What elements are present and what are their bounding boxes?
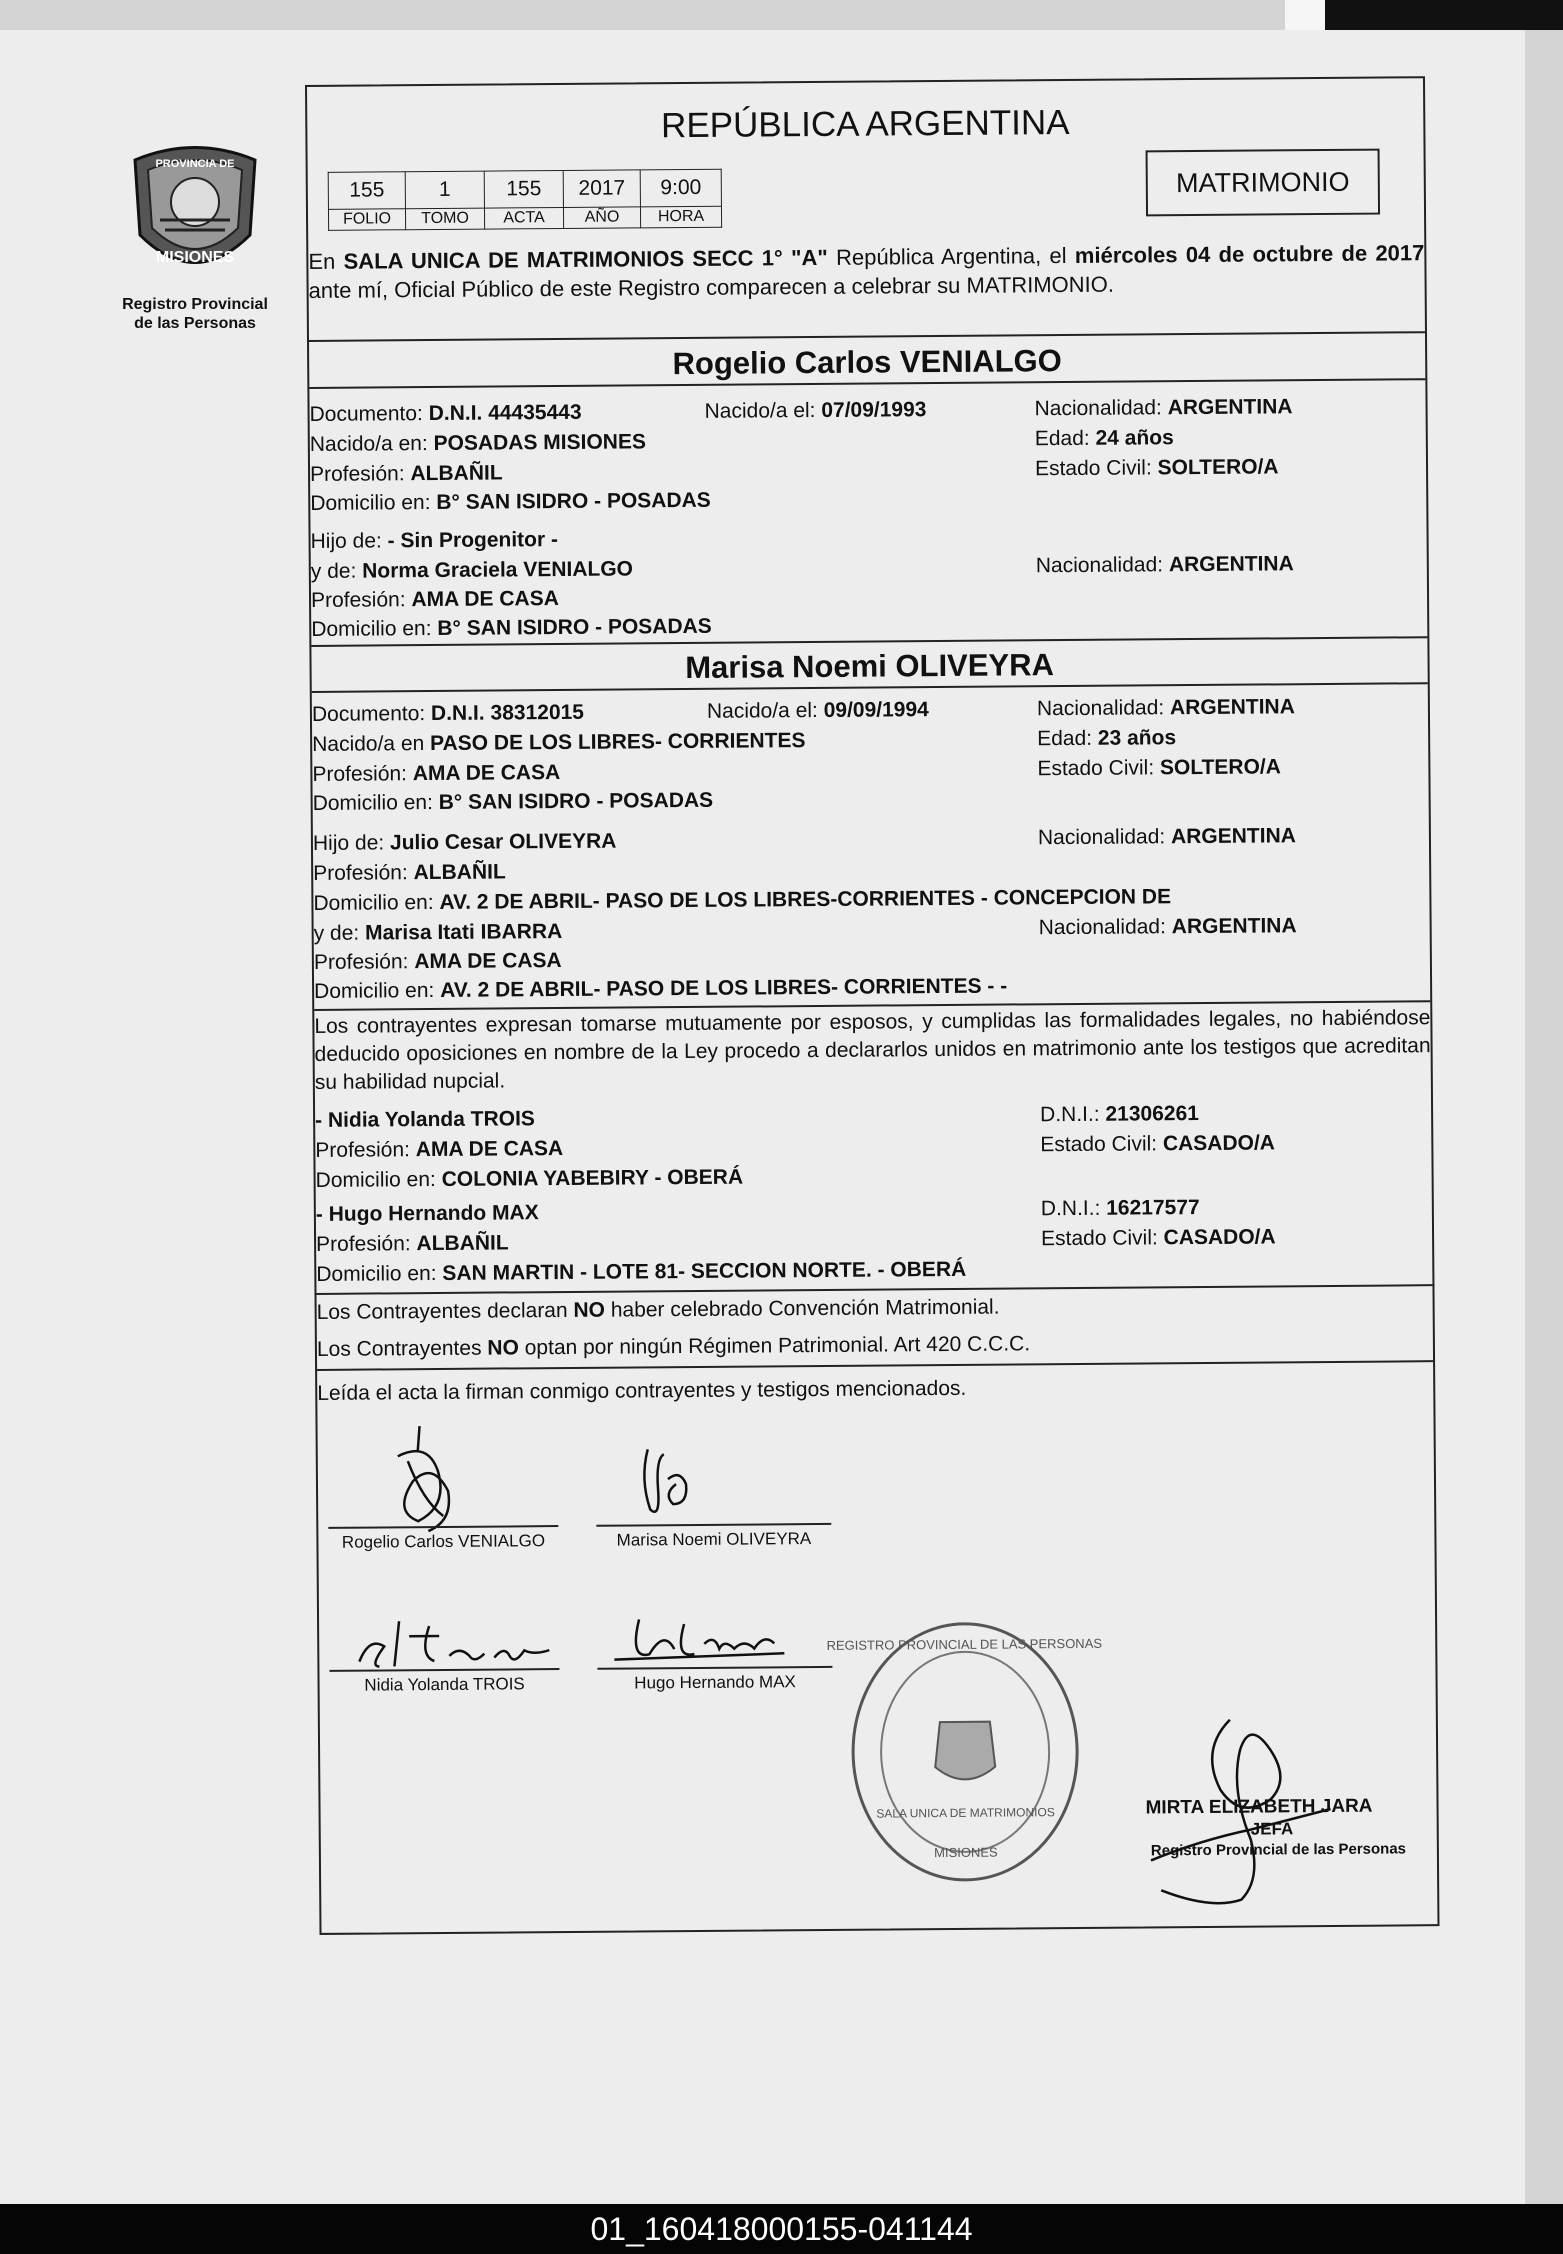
bride-mother-nationality: Nacionalidad: ARGENTINA [1038,914,1297,940]
witness1-address: Domicilio en: COLONIA YABEBIRY - OBERÁ [315,1165,744,1192]
tomo-label: TOMO [405,208,484,230]
bride-nationality: Nacionalidad: ARGENTINA [1036,695,1295,721]
witness2-address: Domicilio en: SAN MARTIN - LOTE 81- SECCION NORTE. - OBERÁ [316,1257,967,1286]
signing-note: Leída el acta la firman conmigo contrayentes y testigos mencionados. [317,1376,967,1405]
groom-mother: y de: Norma Graciela VENIALGO [310,557,634,583]
year-value: 2017 [563,170,640,208]
groom-signature [357,1421,488,1537]
divider [317,1360,1433,1371]
groom-born-in: Nacido/a en: POSADAS MISIONES [309,430,647,456]
intro-date: miércoles 04 de octubre de 2017 [1074,240,1425,268]
witness1-signature [339,1605,570,1677]
bride-mother: y de: Marisa Itati IBARRA [313,920,563,945]
officer-name: MIRTA ELIZABETH JARA [1145,1795,1373,1819]
bride-mother-profession: Profesión: AMA DE CASA [313,949,562,974]
groom-father: Hijo de: - Sin Progenitor - [310,528,559,553]
official-stamp [826,1616,1103,1888]
year-label: AÑO [563,207,640,229]
crest-top-text: PROVINCIA DE [155,158,235,170]
intro-text: República Argentina, el [827,242,1075,270]
bride-father-nationality: Nacionalidad: ARGENTINA [1037,824,1296,850]
witness2-dni: D.N.I.: 16217577 [1040,1196,1200,1221]
underlying-page-edge [1285,0,1325,30]
bride-father-profession: Profesión: ALBAÑIL [313,860,506,885]
officer-office: Registro Provincial de las Personas [1150,1840,1407,1860]
groom-age: Edad: 24 años [1034,426,1174,451]
witness1-profession: Profesión: AMA DE CASA [315,1137,564,1162]
registry-logo [110,140,280,333]
scan-code-bar: 01_160418000155-041144 [0,2204,1563,2254]
act-type-box: MATRIMONIO [1146,149,1381,217]
bride-mother-address: Domicilio en: AV. 2 DE ABRIL- PASO DE LOS LIBRES- CORRIENTES - - [314,974,1008,1003]
scan-background [1313,0,1563,30]
groom-mother-nationality: Nacionalidad: ARGENTINA [1035,552,1294,578]
marriage-certificate [305,76,1439,1935]
tomo-value: 1 [405,171,484,209]
groom-signature-name: Rogelio Carlos VENIALGO [341,1531,546,1552]
stamp-text-middle: SALA UNICA DE MATRIMONIOS [876,1805,1055,1821]
regime-statement: Los Contrayentes NO optan por ningún Régimen Patrimonial. Art 420 C.C.C. [316,1332,1031,1361]
witness2-signature-name: Hugo Hernando MAX [634,1672,796,1693]
groom-civil-status: Estado Civil: SOLTERO/A [1034,455,1279,481]
witness2-civil-status: Estado Civil: CASADO/A [1040,1225,1276,1251]
acta-label: ACTA [484,207,563,229]
intro-text: ante mí, Oficial Público de este Registro comparecen a celebrar su MATRIMONIO. [308,271,1115,303]
groom-document: Documento: D.N.I. 44435443 [309,400,582,426]
divider [316,1284,1432,1295]
witness1-civil-status: Estado Civil: CASADO/A [1040,1131,1275,1157]
groom-profession: Profesión: ALBAÑIL [309,461,503,486]
bride-signature [618,1439,709,1525]
groom-mother-address: Domicilio en: B° SAN ISIDRO - POSADAS [311,614,712,641]
register-table [328,169,722,231]
stamp-text-bottom: MISIONES [934,1844,998,1861]
groom-name-heading: Rogelio Carlos VENIALGO [672,343,1062,382]
bride-age: Edad: 23 años [1037,726,1177,751]
registry-caption-line1: Registro Provincial [122,296,268,313]
bride-signature-name: Marisa Noemi OLIVEYRA [616,1529,812,1550]
bride-born-on: Nacido/a el: 09/09/1994 [706,698,929,723]
groom-nationality: Nacionalidad: ARGENTINA [1034,395,1293,421]
officer-signature [1140,1709,1342,1911]
officer-role: JEFA [1250,1819,1294,1839]
declaration-paragraph: Los contrayentes expresan tomarse mutuamente por esposos, y cumplidas las formalidades legales, no habiéndose deducido oposiciones en nombre de la Ley procedo a declararlos unidos en matrimonio ante los testigos que acreditan su habilidad nupcial. [314,1006,1431,1094]
groom-mother-profession: Profesión: AMA DE CASA [310,587,559,612]
bride-address: Domicilio en: B° SAN ISIDRO - POSADAS [312,788,714,815]
bride-born-in: Nacido/a en PASO DE LOS LIBRES- CORRIENTES [312,729,806,756]
hour-value: 9:00 [640,169,721,207]
witness1-name: - Nidia Yolanda TROIS [315,1107,535,1132]
acta-value: 155 [484,170,563,208]
intro-text: En [308,248,344,274]
intro-paragraph [308,238,1424,305]
folio-value: 155 [328,172,405,210]
bride-civil-status: Estado Civil: SOLTERO/A [1037,755,1281,781]
crest-bottom-text: MISIONES [155,249,235,266]
bride-document: Documento: D.N.I. 38312015 [311,700,585,726]
bride-profession: Profesión: AMA DE CASA [312,761,561,786]
registry-caption-line2: de las Personas [134,315,256,332]
hour-label: HORA [640,206,721,228]
stamp-text-top: REGISTRO PROVINCIAL DE LAS PERSONAS [826,1635,1103,1653]
groom-address: Domicilio en: B° SAN ISIDRO - POSADAS [310,488,711,515]
witness1-signature-name: Nidia Yolanda TROIS [364,1674,525,1695]
witness2-signature [604,1598,795,1674]
bride-name-heading: Marisa Noemi OLIVEYRA [685,647,1055,686]
country-title: REPÚBLICA ARGENTINA [660,102,1070,146]
witness2-name: - Hugo Hernando MAX [315,1201,539,1226]
witness2-profession: Profesión: ALBAÑIL [316,1231,509,1256]
folio-label: FOLIO [328,209,405,231]
bride-father: Hijo de: Julio Cesar OLIVEYRA [312,829,617,855]
intro-place: SALA UNICA DE MATRIMONIOS SECC 1° "A" [343,244,828,274]
groom-born-on: Nacido/a el: 07/09/1993 [704,398,927,423]
convention-statement: Los Contrayentes declaran NO haber celebrado Convención Matrimonial. [316,1295,1000,1324]
bride-father-address: Domicilio en: AV. 2 DE ABRIL- PASO DE LOS LIBRES-CORRIENTES - CONCEPCION DE [313,885,1172,915]
divider [309,331,1425,342]
signature-line [596,1523,831,1527]
witness1-dni: D.N.I.: 21306261 [1040,1102,1199,1127]
misiones-crest-icon [120,140,270,290]
